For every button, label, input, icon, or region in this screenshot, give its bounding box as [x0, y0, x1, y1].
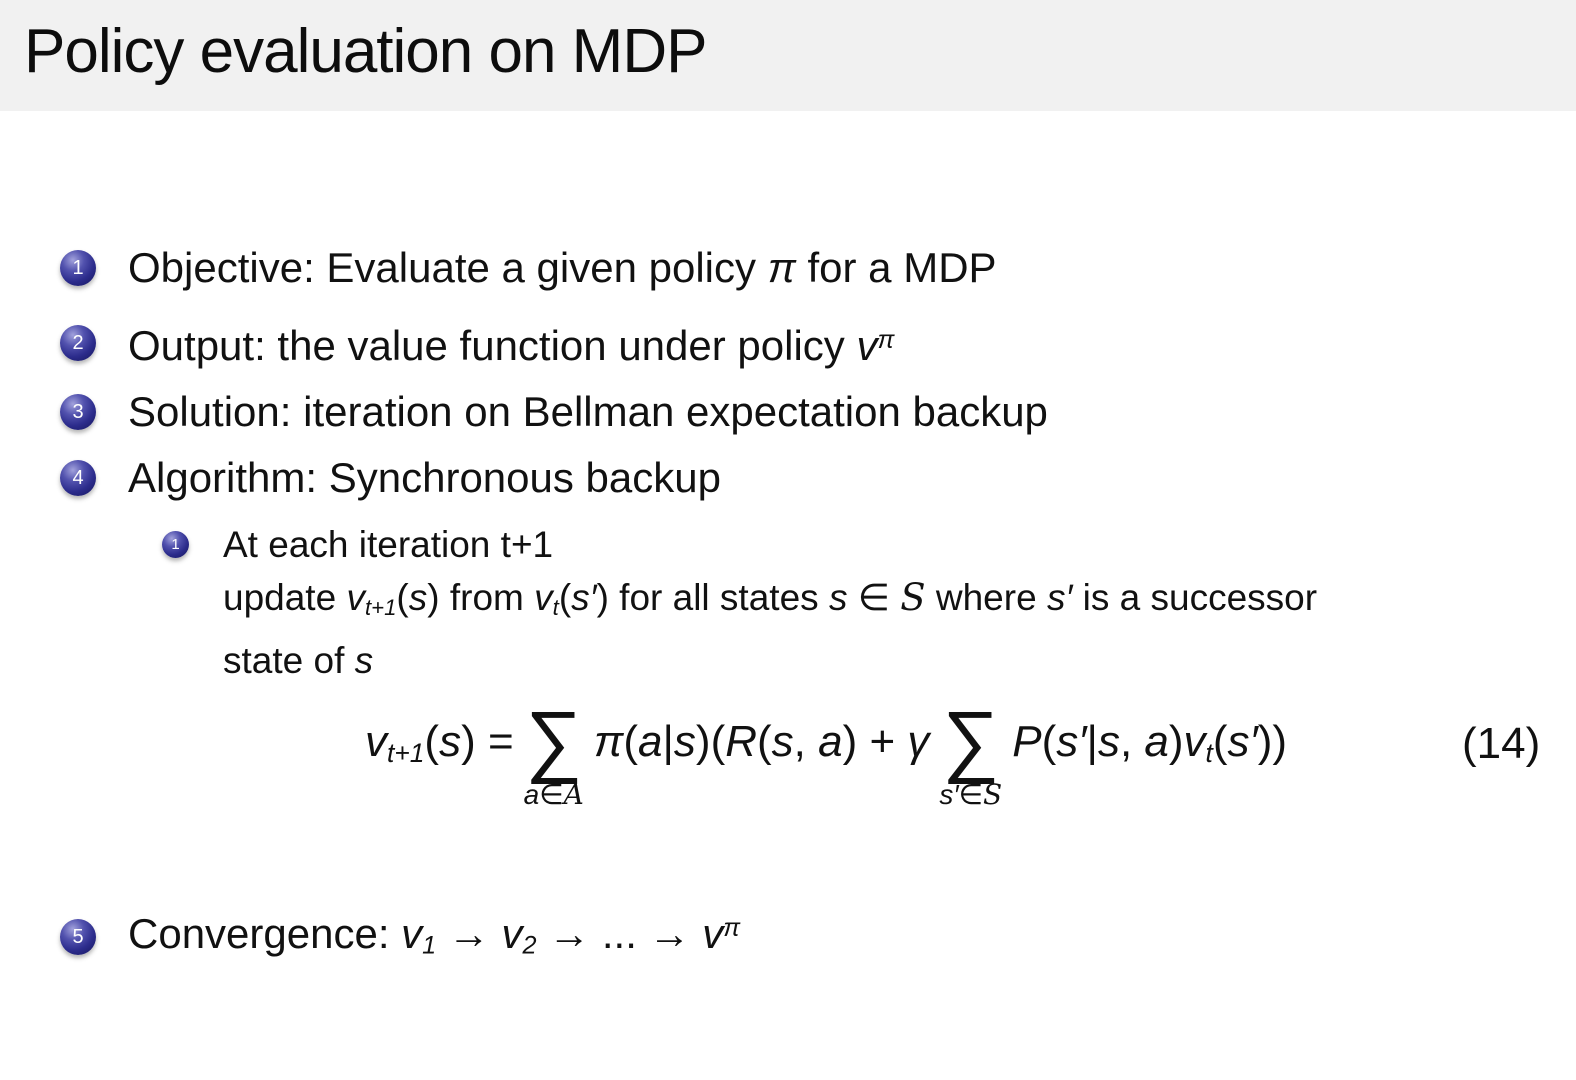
sigma-icon: ∑: [525, 695, 583, 784]
sub-bullet-1-number: 1: [171, 536, 180, 553]
equation-middle: π(a|s)(R(s, a) + γ: [593, 717, 930, 766]
sub-bullet-line-3: state of s: [223, 639, 374, 681]
sub-bullet-iteration: [162, 518, 1317, 687]
sigma-icon: ∑: [942, 695, 1000, 784]
bullet-2-number: 2: [72, 332, 84, 355]
bullet-3-number: 3: [72, 401, 84, 423]
sub-bullet-1-ball: [162, 531, 189, 558]
bullet-algorithm: [60, 454, 721, 502]
bullet-objective-text: Objective: Evaluate a given policy π for a MDP: [128, 244, 997, 291]
bullet-solution: [60, 388, 1048, 436]
bullet-output-text: Output: the value function under policy $v^\pi$: [128, 322, 895, 370]
bullet-solution-text: Solution: iteration on Bellman expectation backup: [128, 388, 1048, 435]
sum-over-actions-limit: a∈A: [523, 778, 584, 811]
bullet-objective: [60, 244, 997, 292]
title-bar: [0, 0, 1576, 111]
sum-over-states: [939, 695, 1003, 811]
sub-bullet-line-1: At each iteration t+1: [223, 524, 554, 565]
equation-lhs: vt+1(s) =: [365, 717, 514, 768]
bullet-5-number: 5: [72, 925, 84, 948]
sub-bullet-text: [223, 518, 1317, 687]
bullet-1-ball: [60, 250, 96, 286]
bullet-2-ball: [60, 325, 96, 361]
bullet-4-ball: [60, 460, 96, 496]
bellman-expectation-equation: [365, 695, 1288, 811]
bullet-convergence-text: Convergence: v1 → v2 → ... → $v^\pi$: [128, 910, 741, 960]
bullet-algorithm-text: Algorithm: Synchronous backup: [128, 454, 721, 501]
bullet-3-ball: [60, 394, 96, 430]
sum-over-actions: [523, 695, 584, 811]
bullet-output: [60, 316, 894, 370]
sub-bullet-line-2: update vt+1(s) from vt(s′) for all states s ∈ S where s′ is a successor: [223, 576, 1318, 620]
slide-title: Policy evaluation on MDP: [24, 17, 707, 86]
bullet-4-number: 4: [72, 467, 84, 489]
sum-over-states-limit: s′∈S: [939, 778, 1003, 811]
bullet-5-ball: [60, 919, 96, 955]
equation-number: (14): [1462, 719, 1541, 768]
bullet-convergence: [60, 904, 740, 970]
bullet-1-number: 1: [72, 257, 84, 279]
equation-rhs: P(s′|s, a)vt(s′)): [1012, 717, 1288, 768]
